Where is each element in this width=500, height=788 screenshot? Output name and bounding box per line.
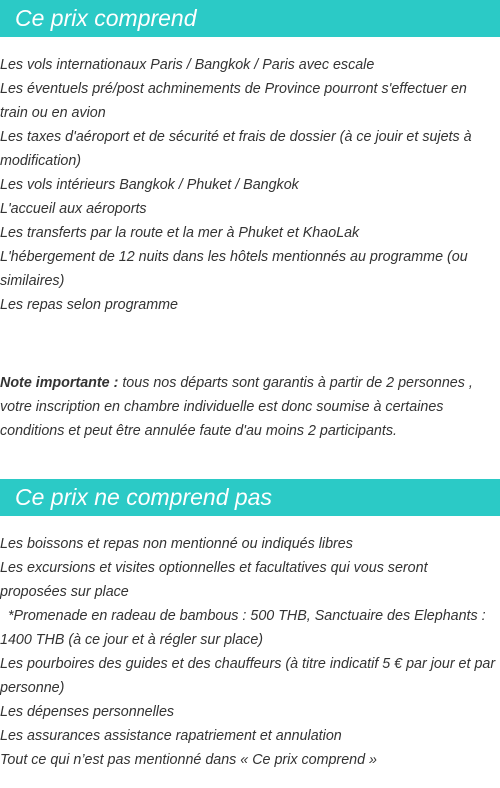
excluded-section-header — [0, 479, 500, 516]
important-note — [0, 371, 498, 443]
included-section-title: Ce prix comprend — [15, 5, 197, 31]
included-list-item: L'accueil aux aéroports — [0, 201, 147, 217]
included-list-item: Les taxes d'aéroport et de sécurité et frais de dossier (à ce jouir et sujets à modification) — [0, 129, 472, 169]
included-list-item: Les vols internationaux Paris / Bangkok / Paris avec escale — [0, 57, 375, 73]
included-section-header — [0, 0, 500, 37]
excluded-list-item: Les boissons et repas non mentionné ou indiqués libres — [0, 536, 353, 552]
excluded-section-title: Ce prix ne comprend pas — [15, 484, 272, 510]
excluded-list-item: Tout ce qui n’est pas mentionné dans « Ce prix comprend » — [0, 752, 377, 768]
excluded-list-item: Les dépenses personnelles — [0, 704, 175, 720]
excluded-list-item: Les excursions et visites optionnelles et facultatives qui vous seront proposées sur place — [0, 560, 428, 600]
excluded-list-item: Les pourboires des guides et des chauffeurs (à titre indicatif 5 € par jour et par personne) — [0, 656, 496, 696]
included-list-item: Les repas selon programme — [0, 297, 179, 313]
included-list-item: Les éventuels pré/post achminements de Province pourront s'effectuer en train ou en avion — [0, 81, 467, 121]
included-list-item: Les transferts par la route et la mer à Phuket et KhaoLak — [0, 225, 360, 241]
important-note-text: tous nos départs sont garantis à partir de 2 personnes , votre inscription en chambre individuelle est donc soumise à certaines conditions et peut être annulée faute d'au moins 2 participants. — [0, 375, 473, 440]
excluded-list-item: Les assurances assistance rapatriement et annulation — [0, 728, 342, 744]
included-list — [0, 53, 498, 317]
included-list-item: Les vols intérieurs Bangkok / Phuket / Bangkok — [0, 177, 299, 193]
excluded-list — [0, 532, 498, 772]
excluded-list-item: *Promenade en radeau de bambous : 500 THB, Sanctuaire des Elephants : 1400 THB (à ce jour et à régler sur place) — [0, 608, 490, 648]
important-note-label: Note importante : — [0, 375, 119, 392]
included-list-item: L'hébergement de 12 nuits dans les hôtels mentionnés au programme (ou similaires) — [0, 249, 468, 289]
